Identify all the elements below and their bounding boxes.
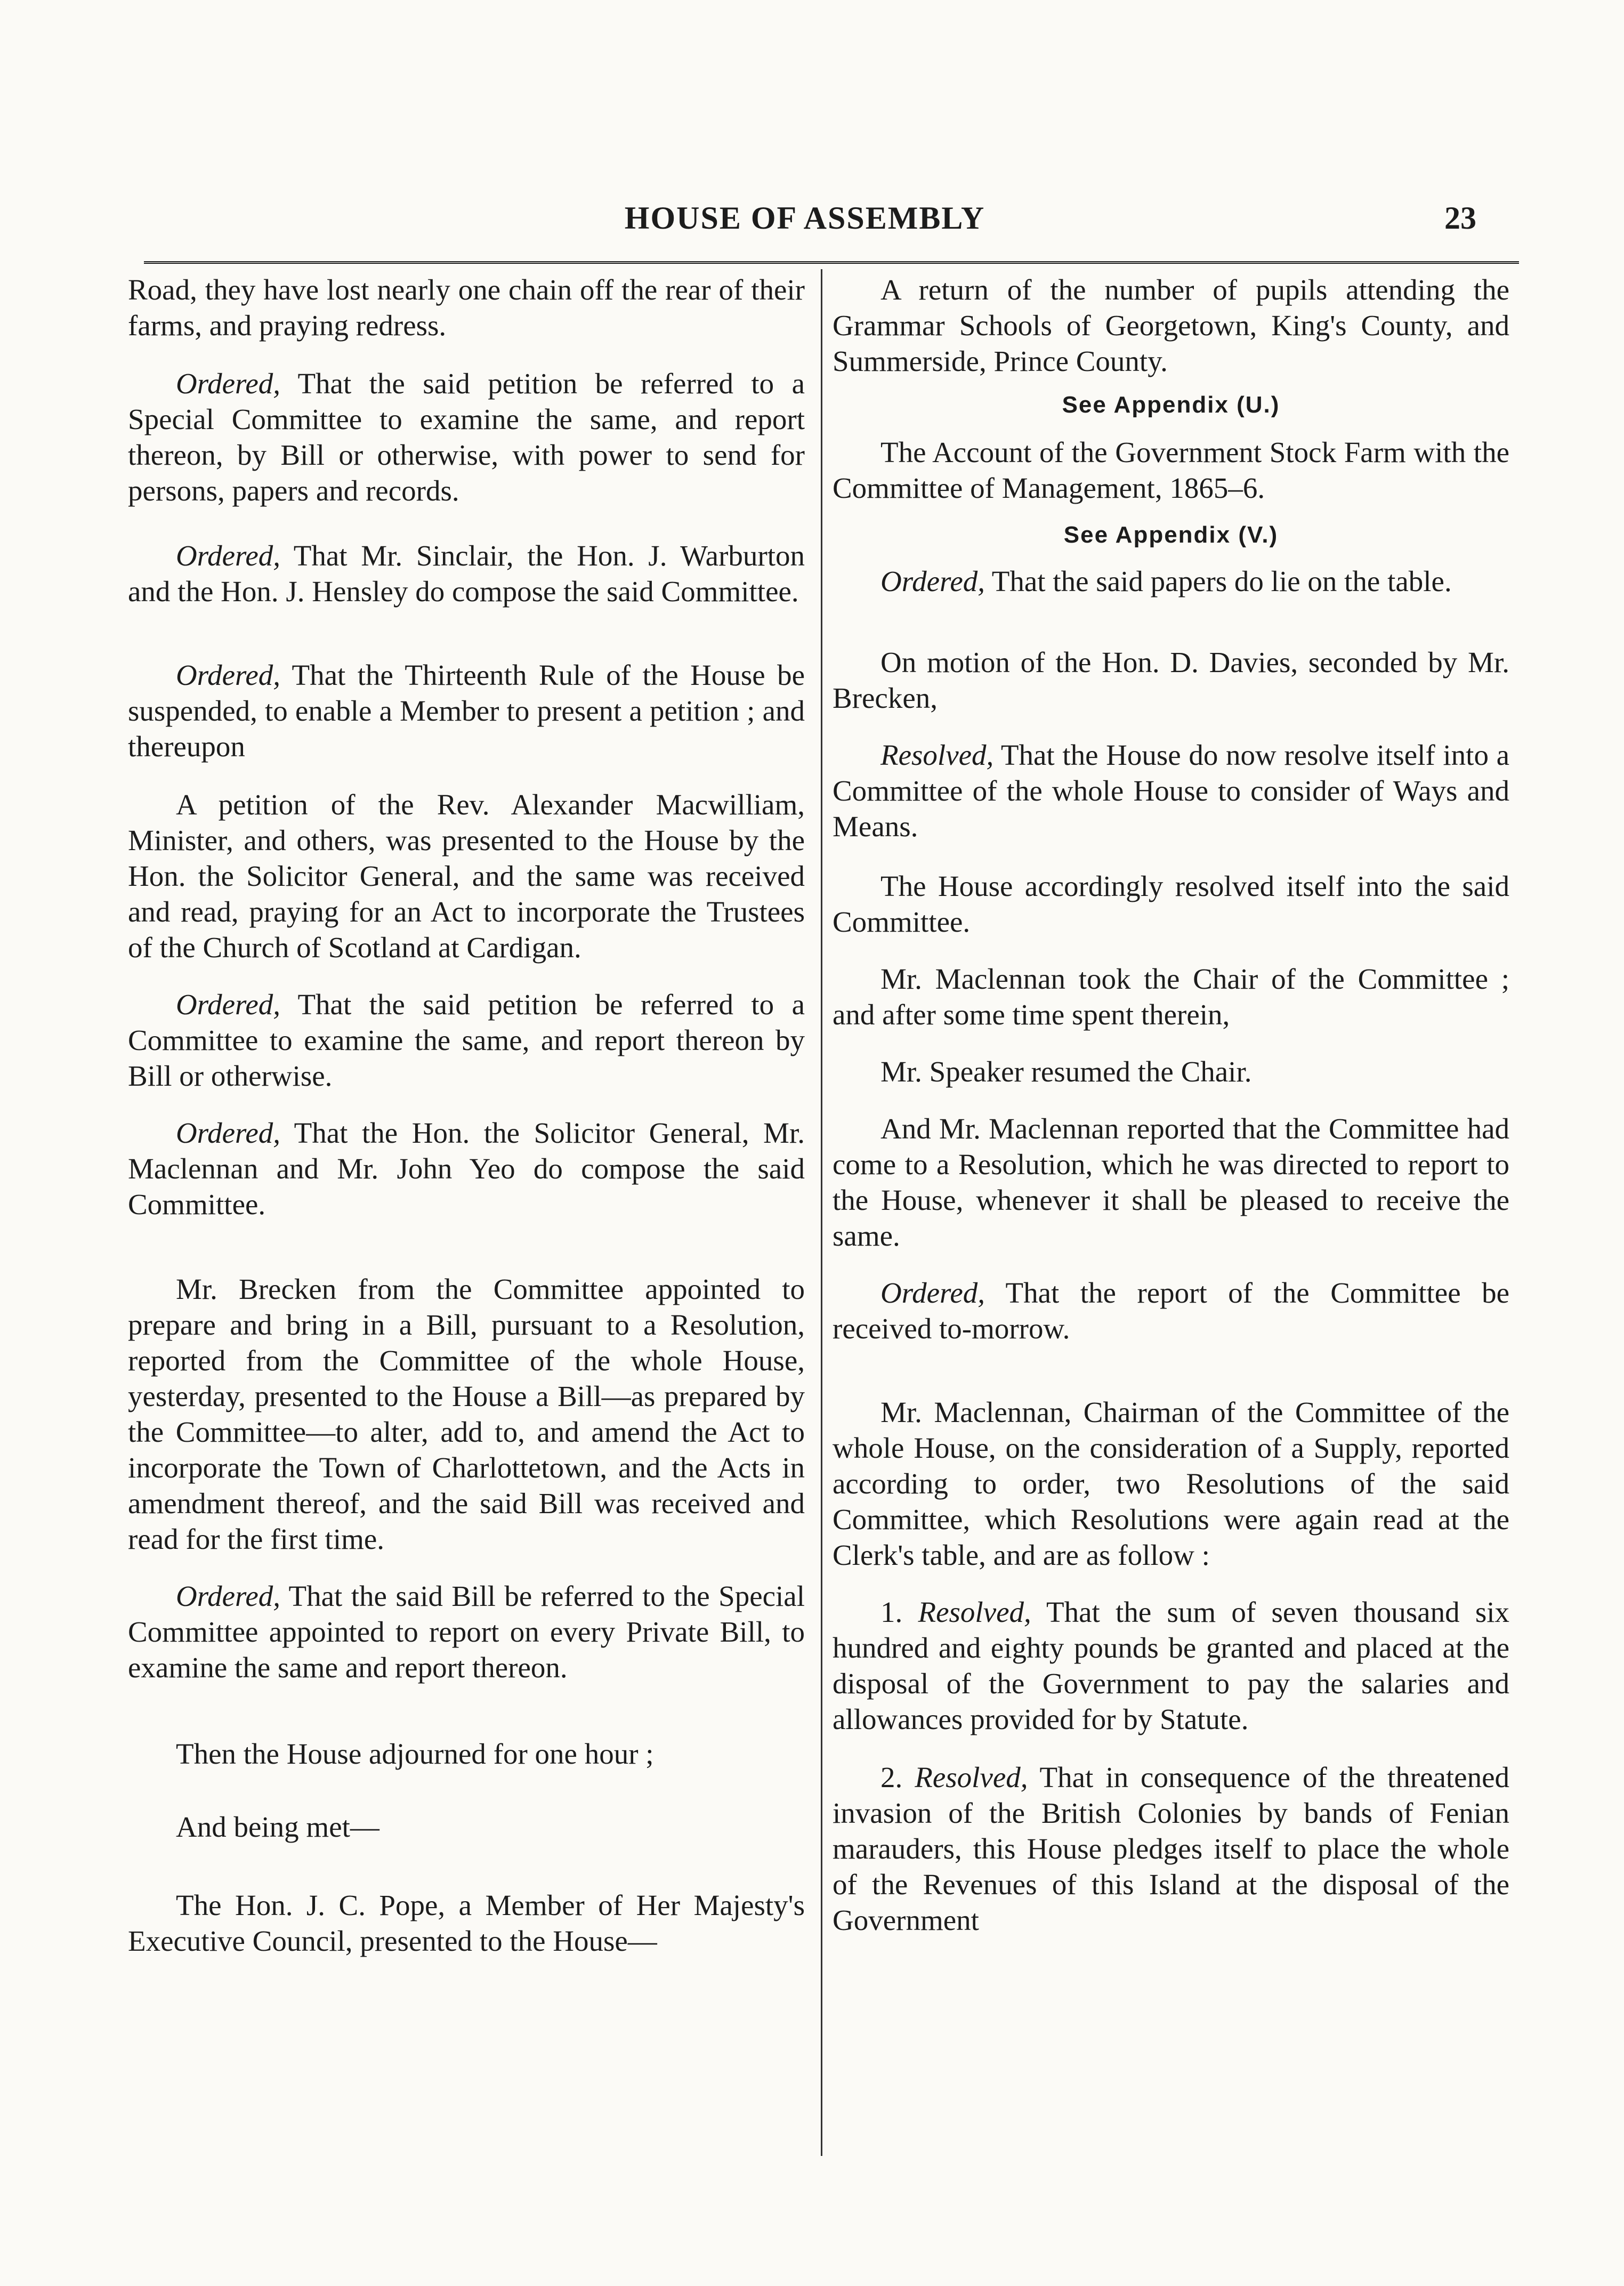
left-paragraph-10: Then the House adjourned for one hour ; xyxy=(176,1738,654,1770)
left-paragraph-8: Mr. Brecken from the Committee appointed to prepare and bring in a Bill, pursuant to a Resolution, reported from the Committee of the whole House, yesterday, presented to the House a Bill—as prepared by the Committee—to alter, add to, and amend the Act to incorporate the Town of Charlottetown, and the Acts in amendment thereof, and the said Bill was received and read for the first time. xyxy=(128,1273,805,1555)
resolution-2 xyxy=(833,1759,1509,1938)
header-rule xyxy=(144,261,1519,264)
left-paragraph-2 xyxy=(128,366,805,508)
left-paragraph-1: Road, they have lost nearly one chain off the rear of their farms, and praying redress. xyxy=(128,273,805,342)
resolution-number: 1. xyxy=(880,1596,903,1628)
ordered-lead: Ordered, xyxy=(176,539,281,572)
ordered-lead: Ordered, xyxy=(176,988,281,1021)
left-paragraph-3 xyxy=(128,538,805,609)
right-paragraph-5 xyxy=(833,737,1509,844)
appendix-reference-u: See Appendix (U.) xyxy=(1062,392,1280,418)
paragraph-text: That the House do now resolve itself into a Committee of the whole House to consider of Ways and Means. xyxy=(833,739,1509,843)
left-paragraph-4 xyxy=(128,657,805,764)
left-paragraph-11: And being met— xyxy=(176,1811,379,1843)
paragraph-text: That the Thirteenth Rule of the House be suspended, to enable a Member to present a petition ; and thereupon xyxy=(128,659,805,763)
right-paragraph-11: Mr. Maclennan, Chairman of the Committee of the whole House, on the consideration of a Supply, reported according to order, two Resolutions of the said Committee, which Resolutions were again read at the Clerk's table, and are as follow : xyxy=(833,1396,1509,1571)
paragraph-text: That the said papers do lie on the table. xyxy=(985,565,1452,597)
paragraph-text: That the said petition be referred to a Committee to examine the same, and report thereon by Bill or otherwise. xyxy=(128,988,805,1092)
resolved-lead: Resolved, xyxy=(918,1596,1031,1628)
page-number: 23 xyxy=(1444,200,1476,236)
running-head xyxy=(0,200,1624,243)
right-paragraph-10 xyxy=(833,1275,1509,1346)
ordered-lead: Ordered, xyxy=(880,565,985,597)
left-paragraph-7 xyxy=(128,1115,805,1222)
paragraph-text: That the sum of seven thousand six hundred and eighty pounds be granted and placed at the disposal of the Government to pay the salaries and allowances provided for by Statute. xyxy=(833,1596,1509,1735)
paragraph-text: That Mr. Sinclair, the Hon. J. Warburton and the Hon. J. Hensley do compose the said Committee. xyxy=(128,539,805,608)
appendix-reference-v: See Appendix (V.) xyxy=(1063,522,1279,548)
paragraph-text: That the Hon. the Solicitor General, Mr. Maclennan and Mr. John Yeo do compose the said Committee. xyxy=(128,1117,805,1221)
left-column xyxy=(128,272,805,1959)
right-paragraph-9: And Mr. Maclennan reported that the Committee had come to a Resolution, which he was directed to report to the House, whenever it shall be pleased to receive the same. xyxy=(833,1112,1509,1252)
ordered-lead: Ordered, xyxy=(176,1580,281,1612)
left-paragraph-6 xyxy=(128,987,805,1094)
paragraph-text: That in consequence of the threatened invasion of the British Colonies by bands of Fenian marauders, this House pledges itself to place the whole of the Revenues of this Island at the disposal of the Government xyxy=(833,1761,1510,1936)
resolved-lead: Resolved, xyxy=(915,1761,1028,1794)
ordered-lead: Ordered, xyxy=(176,659,281,691)
column-divider xyxy=(821,269,822,2156)
paragraph-text: That the said Bill be referred to the Special Committee appointed to report on every Private Bill, to examine the same and report thereon. xyxy=(128,1580,805,1684)
right-paragraph-4: On motion of the Hon. D. Davies, seconded by Mr. Brecken, xyxy=(833,646,1509,714)
ordered-lead: Ordered, xyxy=(880,1277,985,1309)
paragraph-text: That the said petition be referred to a Special Committee to examine the same, and report thereon, by Bill or otherwise, with power to send for persons, papers and records. xyxy=(128,367,805,507)
right-paragraph-2: The Account of the Government Stock Farm with the Committee of Management, 1865–6. xyxy=(833,436,1509,504)
left-paragraph-5: A petition of the Rev. Alexander Macwilliam, Minister, and others, was presented to the House by the Hon. the Solicitor General, and the same was received and read, praying for an Act to incorporate the Trustees of the Church of Scotland at Cardigan. xyxy=(128,788,805,964)
resolution-number: 2. xyxy=(880,1761,903,1794)
right-paragraph-7: Mr. Maclennan took the Chair of the Committee ; and after some time spent therein, xyxy=(833,963,1509,1031)
ordered-lead: Ordered, xyxy=(176,1117,281,1149)
left-paragraph-9 xyxy=(128,1578,805,1685)
right-paragraph-6: The House accordingly resolved itself into the said Committee. xyxy=(833,870,1509,938)
right-paragraph-3 xyxy=(833,563,1509,599)
resolved-lead: Resolved, xyxy=(880,739,994,771)
resolution-1 xyxy=(833,1594,1509,1737)
page-title: HOUSE OF ASSEMBLY xyxy=(624,200,985,236)
right-paragraph-1: A return of the number of pupils attending the Grammar Schools of Georgetown, King's County, and Summerside, Prince County. xyxy=(833,273,1509,377)
left-paragraph-12: The Hon. J. C. Pope, a Member of Her Majesty's Executive Council, presented to the House— xyxy=(128,1889,805,1957)
right-column xyxy=(833,272,1509,1938)
paragraph-text: That the report of the Committee be received to-morrow. xyxy=(833,1277,1509,1345)
ordered-lead: Ordered, xyxy=(176,367,281,400)
right-paragraph-8: Mr. Speaker resumed the Chair. xyxy=(880,1055,1252,1088)
